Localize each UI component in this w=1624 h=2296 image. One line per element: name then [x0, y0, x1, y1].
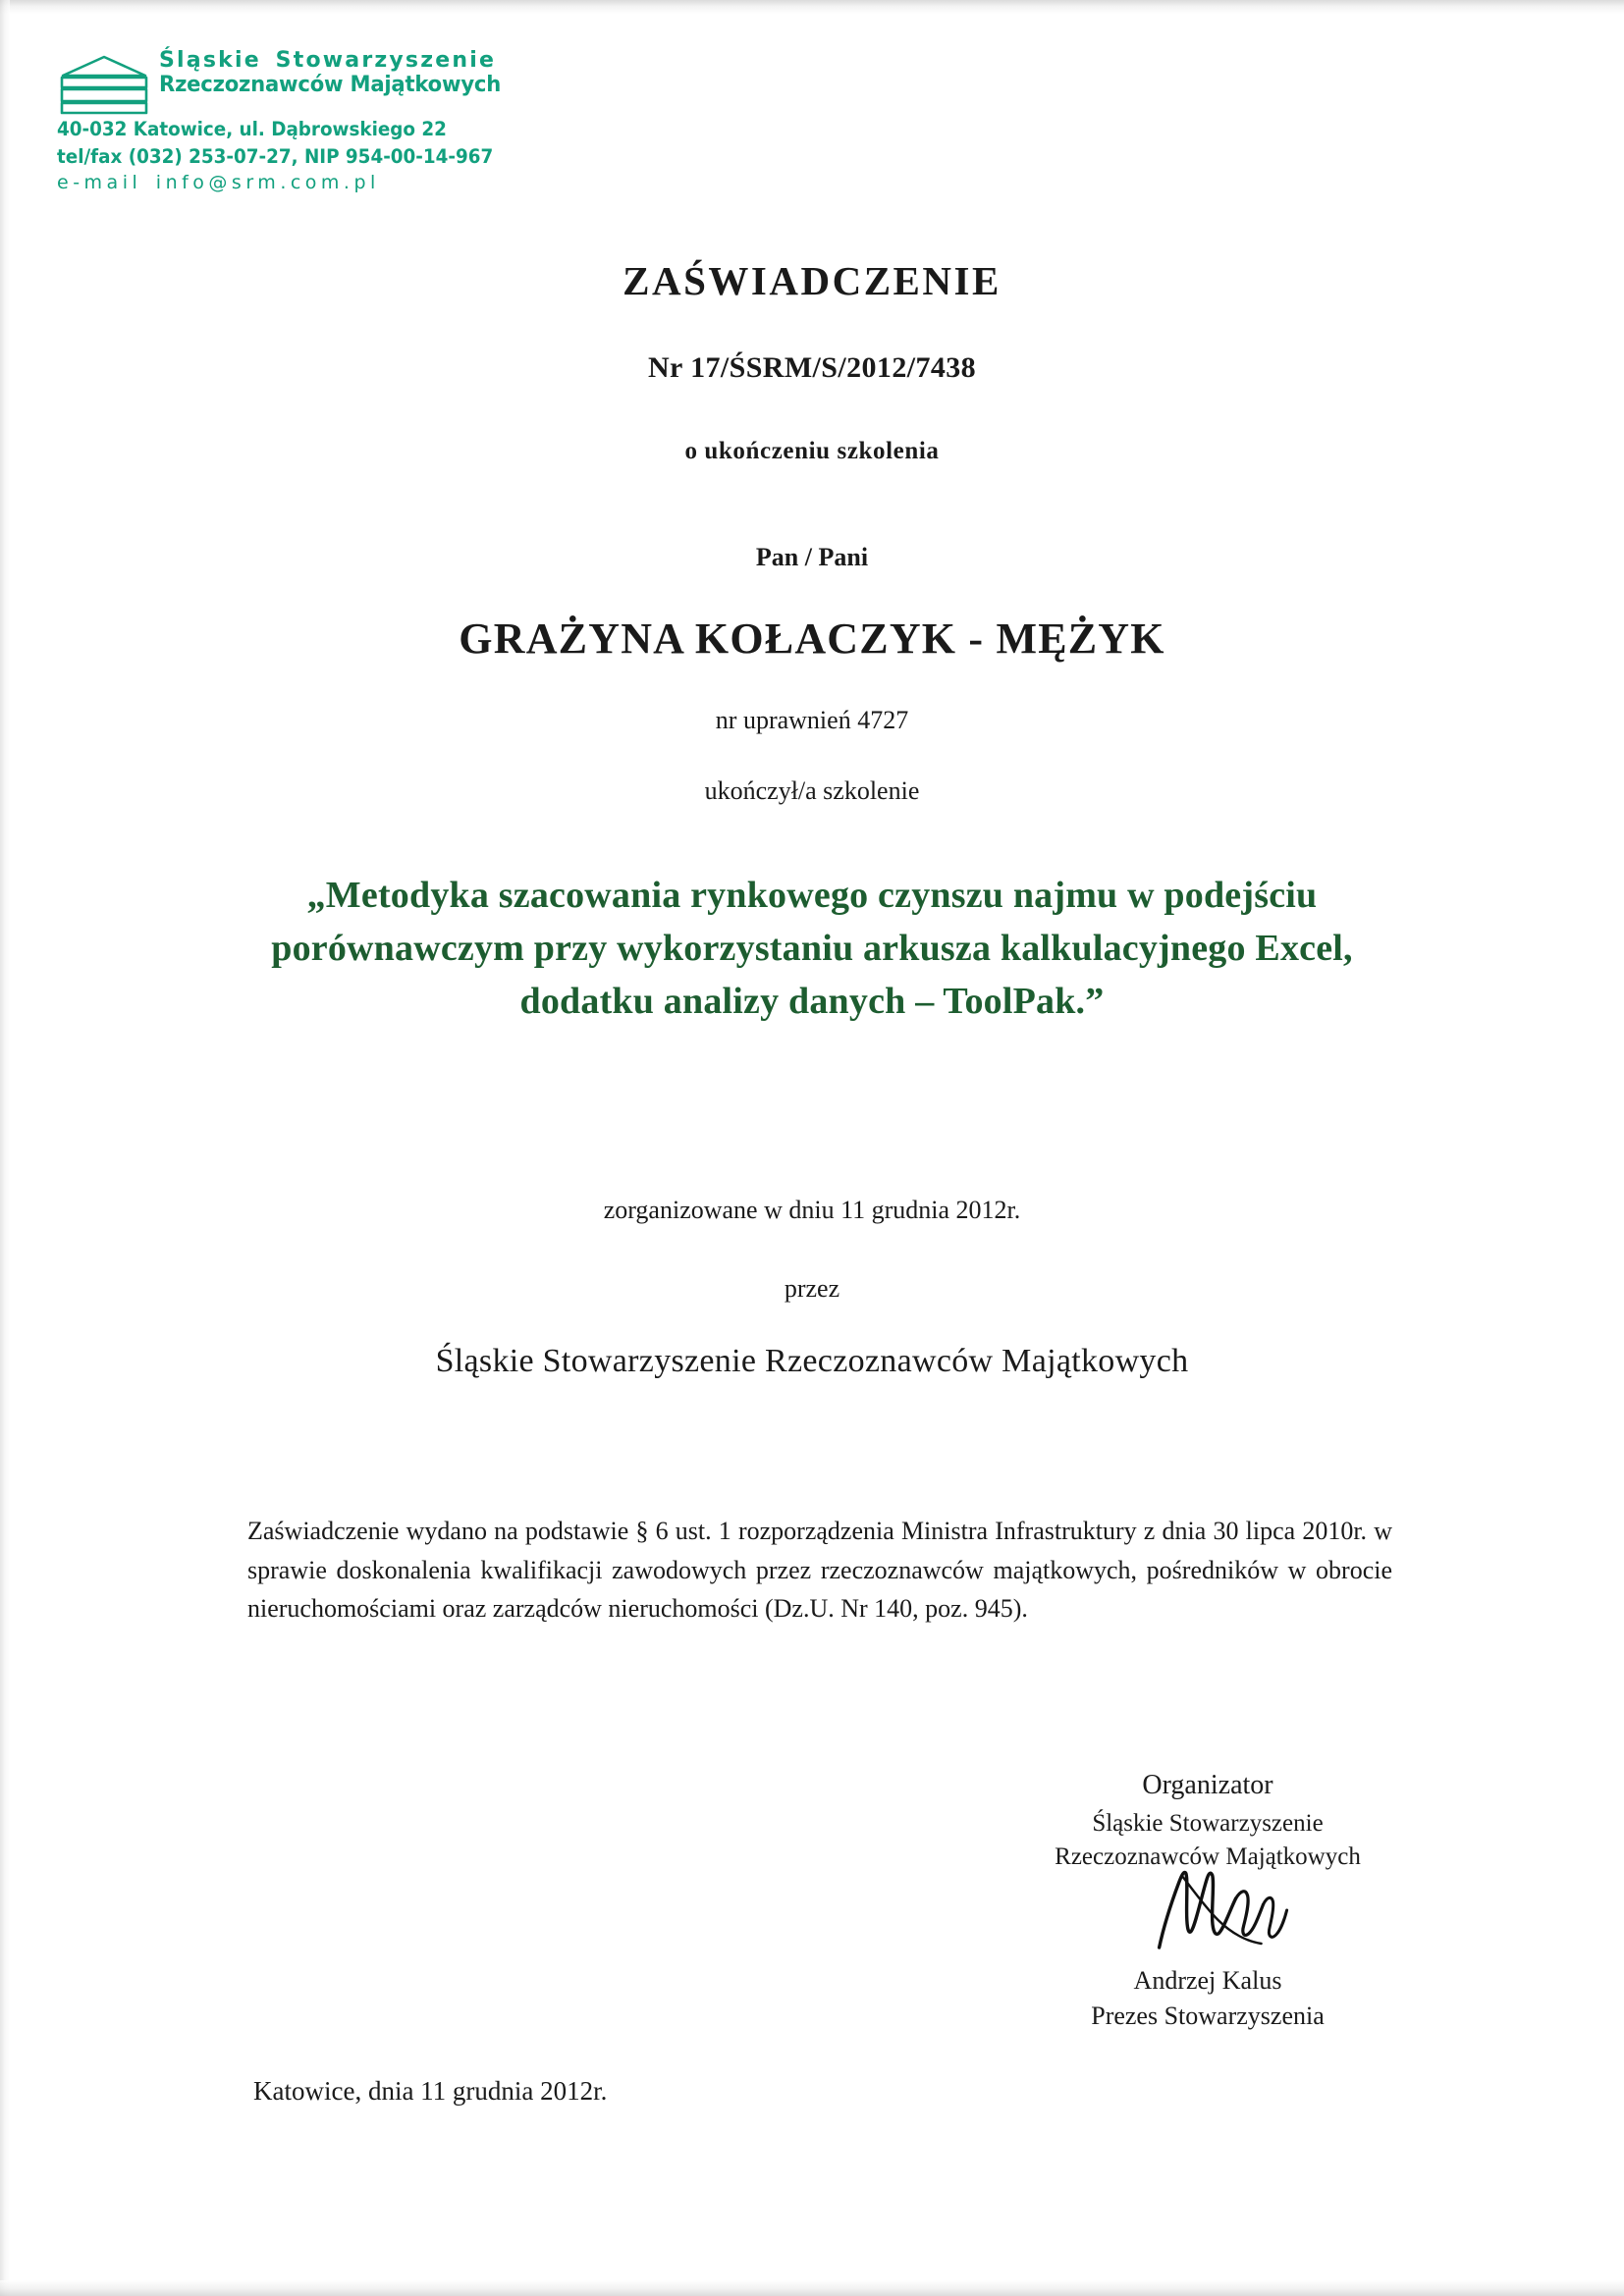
organizer-name: Śląskie Stowarzyszenie Rzeczoznawców Majątkowych: [435, 1343, 1189, 1379]
organized-on-date: zorganizowane w dniu 11 grudnia 2012r.: [603, 1196, 1021, 1224]
scan-edge-bottom: [0, 2280, 1624, 2296]
signature-block: [1001, 1767, 1414, 2033]
stamp-address: 40-032 Katowice, ul. Dąbrowskiego 22: [57, 118, 447, 140]
scan-edge-left: [0, 0, 10, 2296]
place-and-date: Katowice, dnia 11 grudnia 2012r.: [253, 2076, 608, 2106]
signature-org-line1: Śląskie Stowarzyszenie: [1092, 1809, 1324, 1837]
stamp-org-names: [159, 47, 515, 98]
stamp-contact: tel/fax (032) 253-07-27, NIP 954-00-14-967: [57, 144, 494, 168]
course-title: „Metodyka szacowania rynkowego czynszu najmu w podejściu porównawczym przy wykorzystaniu arkusza kalkulacyjnego Excel, dodatku analizy danych – ToolPak.”: [271, 875, 1353, 1022]
handwritten-signature-wrap: [1001, 1875, 1414, 1969]
signature-title: Organizator: [1142, 1770, 1273, 1800]
salutation: Pan / Pani: [755, 543, 869, 571]
signature-org-line2: Rzeczoznawców Majątkowych: [1055, 1843, 1361, 1871]
certificate-subtitle: o ukończeniu szkolenia: [684, 438, 940, 464]
scan-edge-top: [0, 0, 1624, 14]
stamp-org-line1: Śląskie Stowarzyszenie: [159, 48, 497, 73]
building-logo-icon: [57, 54, 151, 115]
stamp-org-line2: Rzeczoznawców Majątkowych: [159, 72, 502, 97]
certificate-number: Nr 17/ŚSRM/S/2012/7438: [647, 351, 977, 384]
by-word: przez: [784, 1274, 840, 1303]
handwritten-signature-icon: [1122, 1849, 1309, 1978]
license-number: nr uprawnień 4727: [715, 706, 909, 734]
stamp-email: e-mail info@srm.com.pl: [57, 172, 380, 194]
completed-text: ukończył/a szkolenie: [704, 776, 920, 805]
legal-basis-paragraph: Zaświadczenie wydano na podstawie § 6 ust. 1 rozporządzenia Ministra Infrastruktury z dnia 30 lipca 2010r. w sprawie doskonalenia kwalifikacji zawodowych przez rzeczoznawców majątkowych, pośredników w obrocie nieruchomościami oraz zarządców nieruchomości (Dz.U. Nr 140, poz. 945).: [247, 1517, 1392, 1624]
recipient-name: GRAŻYNA KOŁACZYK - MĘŻYK: [459, 614, 1165, 663]
signatory-role: Prezes Stowarzyszenia: [1091, 2001, 1325, 2030]
signatory-name: Andrzej Kalus: [1133, 1965, 1282, 1995]
stamp-top-row: [57, 47, 607, 115]
page-title: ZAŚWIADCZENIE: [623, 258, 1001, 303]
organization-stamp: [57, 47, 607, 195]
